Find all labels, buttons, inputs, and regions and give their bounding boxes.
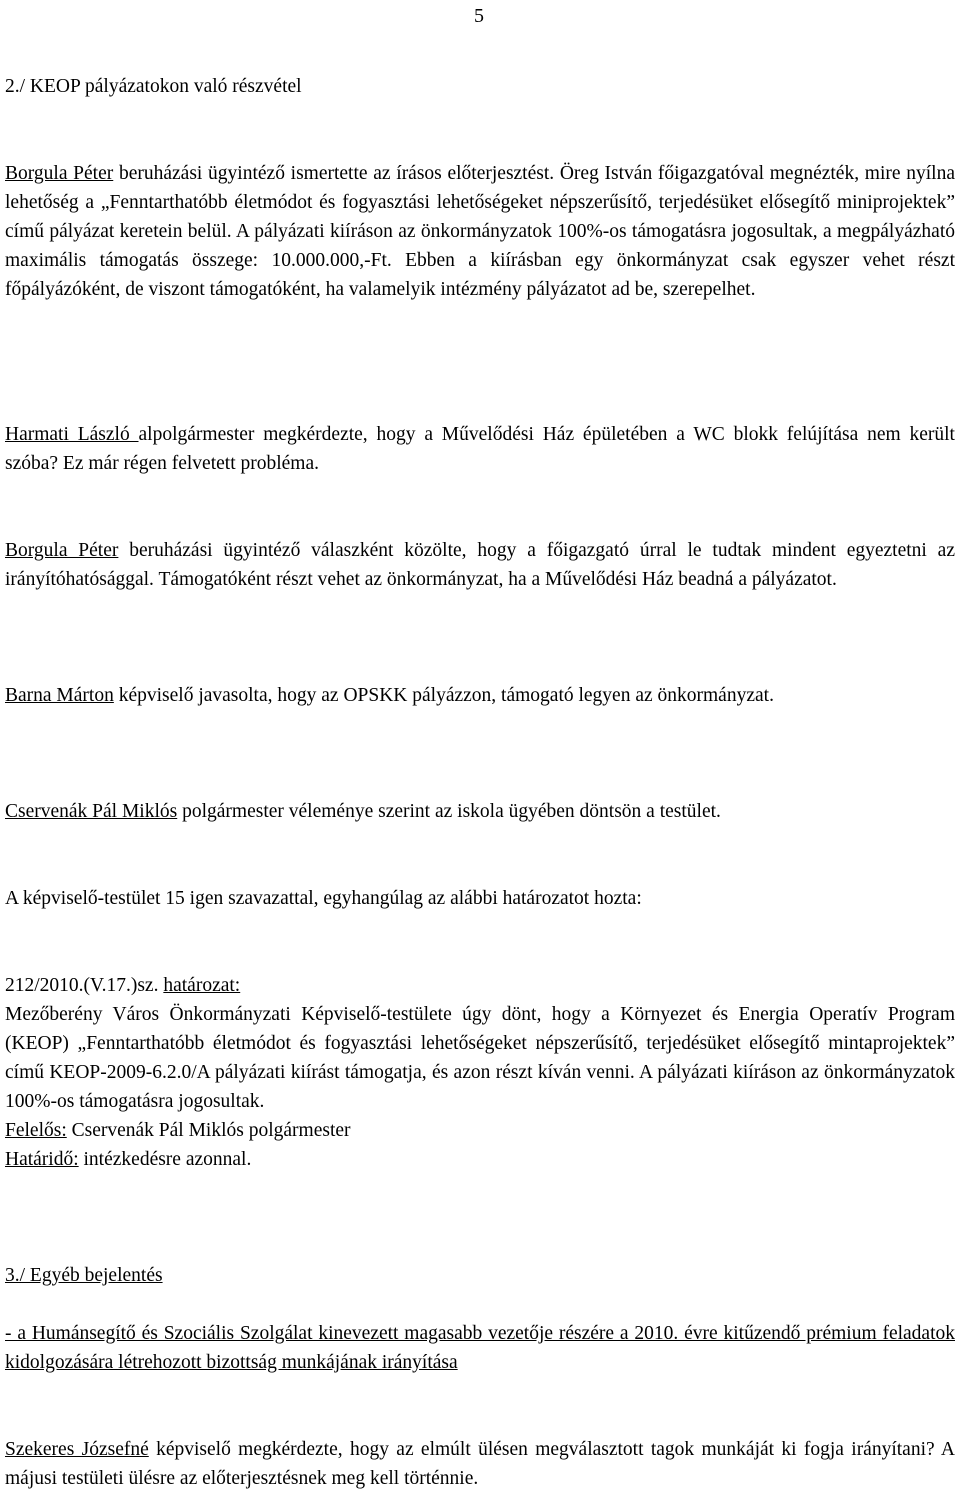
resolution-header [5, 971, 955, 1000]
speaker-name: Borgula Péter [5, 540, 119, 561]
speaker-name: Borgula Péter [5, 163, 114, 184]
vote-statement [5, 884, 955, 913]
speaker-name: Barna Márton [5, 685, 114, 706]
section-2-title-text: 2./ KEOP pályázatokon való részvétel [5, 76, 302, 97]
page-number: 5 [474, 5, 484, 27]
resolution [5, 971, 955, 1174]
deadline-line [5, 1145, 955, 1174]
deadline-value: intézkedésre azonnal. [78, 1149, 252, 1170]
deadline-label: Határidő: [5, 1149, 79, 1170]
paragraph-text: képviselő megkérdezte, hogy az elmúlt ülésen megválasztott tagok munkáját ki fogja irányítani? A májusi testületi ülésre az előterjesztésnek meg kell történnie. [5, 1439, 955, 1489]
paragraph-barna [5, 681, 955, 710]
section-3-title-text: 3./ Egyéb bejelentés [5, 1265, 163, 1286]
paragraph-harmati [5, 420, 955, 478]
resolution-text: Mezőberény Város Önkormányzati Képviselő-testülete úgy dönt, hogy a Környezet és Energia Operatív Program (KEOP) „Fenntarthatóbb életmódot és fogyasztási lehetőségeket népszerűsítő, terjedésüket elősegítő mintaprojektek” című KEOP-2009-6.2.0/A pályázati kiírást támogatja, és azon részt kíván venni. A pályázati kiíráson az önkormányzatok 100%-os támogatásra jogosultak. [5, 1004, 955, 1112]
responsible-label: Felelős: [5, 1120, 67, 1141]
paragraph-text: polgármester véleménye szerint az iskola ügyében döntsön a testület. [177, 801, 721, 822]
paragraph-borgula-1 [5, 159, 955, 304]
vote-text: A képviselő-testület 15 igen szavazattal, egyhangúlag az alábbi határozatot hozta: [5, 888, 642, 909]
paragraph-cservenak [5, 797, 955, 826]
section-3-title [5, 1261, 955, 1290]
paragraph-text: beruházási ügyintéző válaszként közölte, hogy a főigazgató úrral le tudtak mindent egyeztetni az irányítóhatósággal. Támogatóként részt vehet az önkormányzat, ha a Művelődési Ház beadná a pályázatot. [5, 540, 955, 590]
resolution-label: határozat: [163, 975, 241, 996]
speaker-name: Harmati László [5, 424, 139, 445]
agenda-item-text: - a Humánsegítő és Szociális Szolgálat kinevezett magasabb vezetője részére a 2010. évre kitűzendő prémium feladatok kidolgozására létrehozott bizottság munkájának irányítása [5, 1323, 955, 1373]
speaker-name: Cservenák Pál Miklós [5, 801, 178, 822]
paragraph-text: beruházási ügyintéző ismertette az írásos előterjesztést. Öreg István főigazgatóval megnézték, mire nyílna lehetőség a „Fenntarthatóbb életmódot és fogyasztási lehetőségeket népszerűsítő, terjedésüket elősegítő miniprojektek” című pályázat keretein belül. A pályázati kiíráson az önkormányzatok 100%-os támogatásra jogosultak, a megpályázható maximális támogatás összege: 10.000.000,-Ft. Ebben a kiírásban egy önkormányzat csak egyszer vehet részt főpályázóként, de viszont támogatóként, ha valamelyik intézmény pályázatot ad be, szerepelhet. [5, 163, 955, 300]
paragraph-borgula-2 [5, 536, 955, 594]
paragraph-text: alpolgármester megkérdezte, hogy a Művelődési Ház épületében a WC blokk felújítása nem került szóba? Ez már régen felvetett probléma. [5, 424, 955, 474]
resolution-number: 212/2010.(V.17.)sz. [5, 975, 164, 996]
section-2-title [5, 72, 955, 101]
speaker-name: Szekeres Józsefné [5, 1439, 149, 1460]
paragraph-szekeres [5, 1435, 955, 1493]
responsible-value: Cservenák Pál Miklós polgármester [66, 1120, 351, 1141]
agenda-item [5, 1319, 955, 1377]
responsible-line [5, 1116, 955, 1145]
paragraph-text: képviselő javasolta, hogy az OPSKK pályázzon, támogató legyen az önkormányzat. [113, 685, 774, 706]
